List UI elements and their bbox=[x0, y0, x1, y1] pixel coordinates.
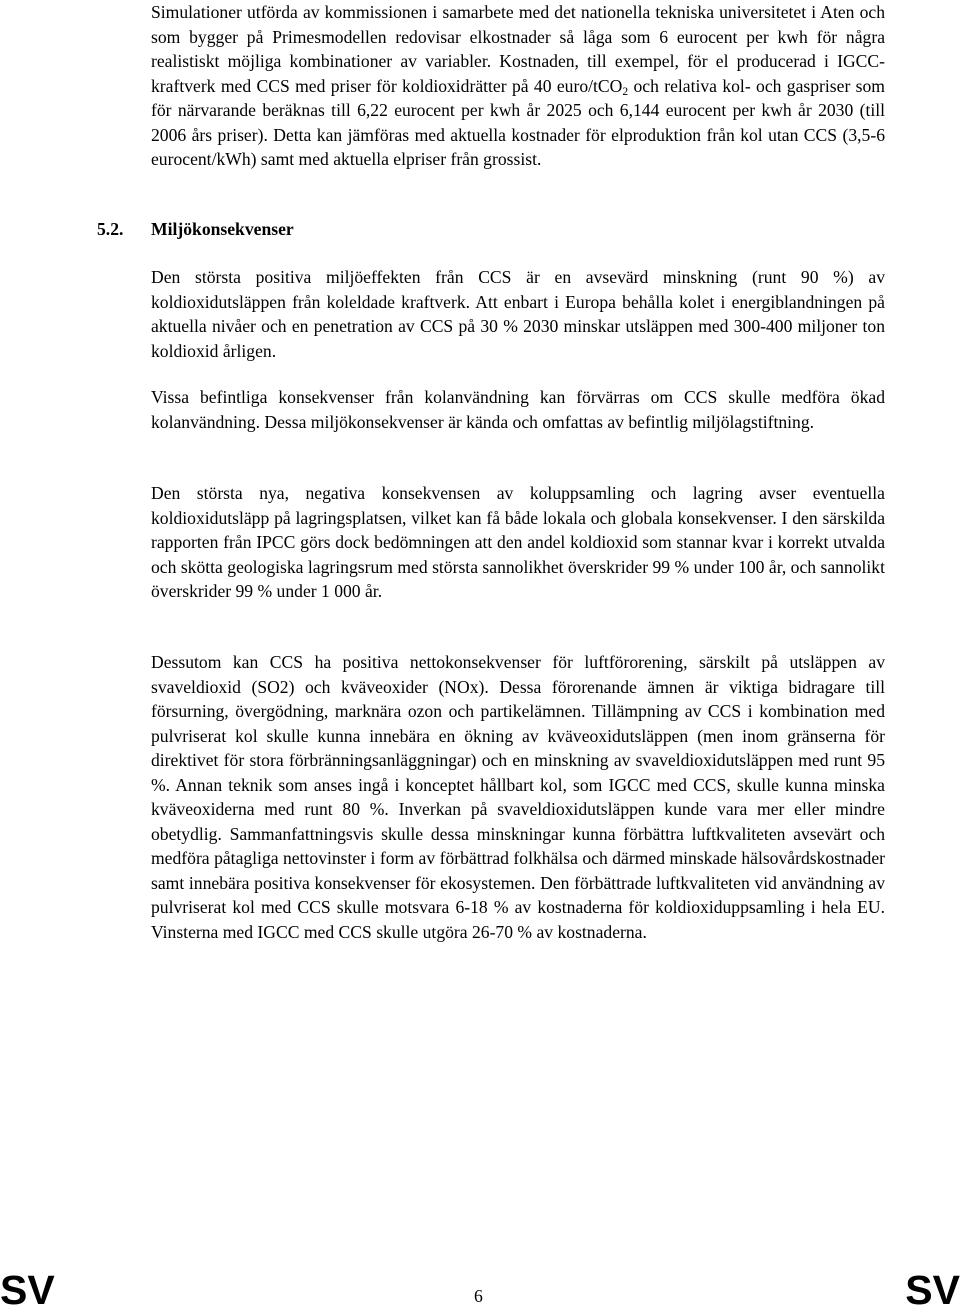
intro-text-part1: Simulationer utförda av kommissionen i samarbete med det nationella tekniska universitetet i Aten och som bygger på Primesmodellen redovisar elkostnader så låga som 6 eurocent per kwh för några realistiskt möjliga kombinationer av variabler. Kostnaden, till exempel, för el producerad i IGCC-kraftverk med CCS med priser för koldioxidrätter på 40 euro/tCO bbox=[151, 2, 885, 96]
body-paragraph: Den största positiva miljöeffekten från CCS är en avsevärd minskning (runt 90 %) av koldioxidutsläppen från koleldade kraftverk. Att enbart i Europa behålla kolet i energiblandningen på aktuella nivåer och en penetration av CCS på 30 % 2030 minskar utsläppen med 300-400 miljoner ton koldioxid årligen. bbox=[151, 267, 885, 361]
section-heading bbox=[97, 217, 294, 242]
intro-subscript: 2 bbox=[622, 85, 629, 98]
footer-language-left: SV bbox=[0, 1267, 55, 1313]
body-paragraph: Vissa befintliga konsekvenser från kolanvändning kan förvärras om CCS skulle medföra ökad kolanvändning. Dessa miljökonsekvenser är kända och omfattas av befintlig miljölagstiftning. bbox=[151, 387, 885, 432]
intro-paragraph bbox=[151, 0, 885, 172]
page-number: 6 bbox=[474, 1286, 483, 1306]
footer-language-right: SV bbox=[905, 1267, 960, 1313]
body-paragraph: Dessutom kan CCS ha positiva nettokonsekvenser för luftförorening, särskilt på utsläppen av svaveldioxid (SO2) och kväveoxider (NOx). Dessa förorenande ämnen är viktiga bidragare till försurning, övergödning, marknära ozon och partikelämnen. Tillämpning av CCS i kombination med pulvriserat kol skulle kunna innebära en ökning av kväveoxidutsläppen (men inom gränserna för direktivet för stora förbränningsanläggningar) och en minskning av svaveldioxidutsläppen med runt 95 %. Annan teknik som anses ingå i konceptet hållbart kol, som IGCC med CCS, skulle kunna minska kväveoxiderna med runt 80 %. Inverkan på svaveldioxidutsläppen kunde vara mer eller mindre obetydlig. Sammanfattningsvis skulle dessa minskningar kunna förbättra luftkvaliteten avsevärt och medföra påtagliga nettovinster i form av förbättrad folkhälsa och därmed minskade hälsovårdskostnader samt innebära positiva konsekvenser för ekosystemen. Den förbättrade luftkvaliteten vid användning av pulvriserat kol med CCS skulle motsvara 6-18 % av kostnaderna för koldioxiduppsamling i hela EU. Vinsterna med IGCC med CCS skulle utgöra 26-70 % av kostnaderna. bbox=[151, 652, 885, 942]
section-title: Miljökonsekvenser bbox=[151, 219, 294, 239]
intro-text-part2: och relativa kol- och gaspriser som för närvarande beräknas till 6,22 eurocent per kwh år 2025 och 6,144 eurocent per kwh år 2030 (till 2006 års priser). Detta kan jämföras med aktuella kostnader för elproduktion från kol utan CCS (3,5-6 eurocent/kWh) samt med aktuella elpriser från grossist. bbox=[151, 75, 885, 169]
section-number: 5.2. bbox=[97, 219, 124, 239]
body-paragraph: Den största nya, negativa konsekvensen av koluppsamling och lagring avser eventuella koldioxidutsläpp på lagringsplatsen, vilket kan få både lokala och globala konsekvenser. I den särskilda rapporten från IPCC görs dock bedömningen att den andel koldioxid som stannar kvar i korrekt utvalda och skötta geologiska lagringsrum med största sannolikhet överskrider 99 % under 100 år, och sannolikt överskrider 99 % under 1 000 år. bbox=[151, 483, 885, 601]
